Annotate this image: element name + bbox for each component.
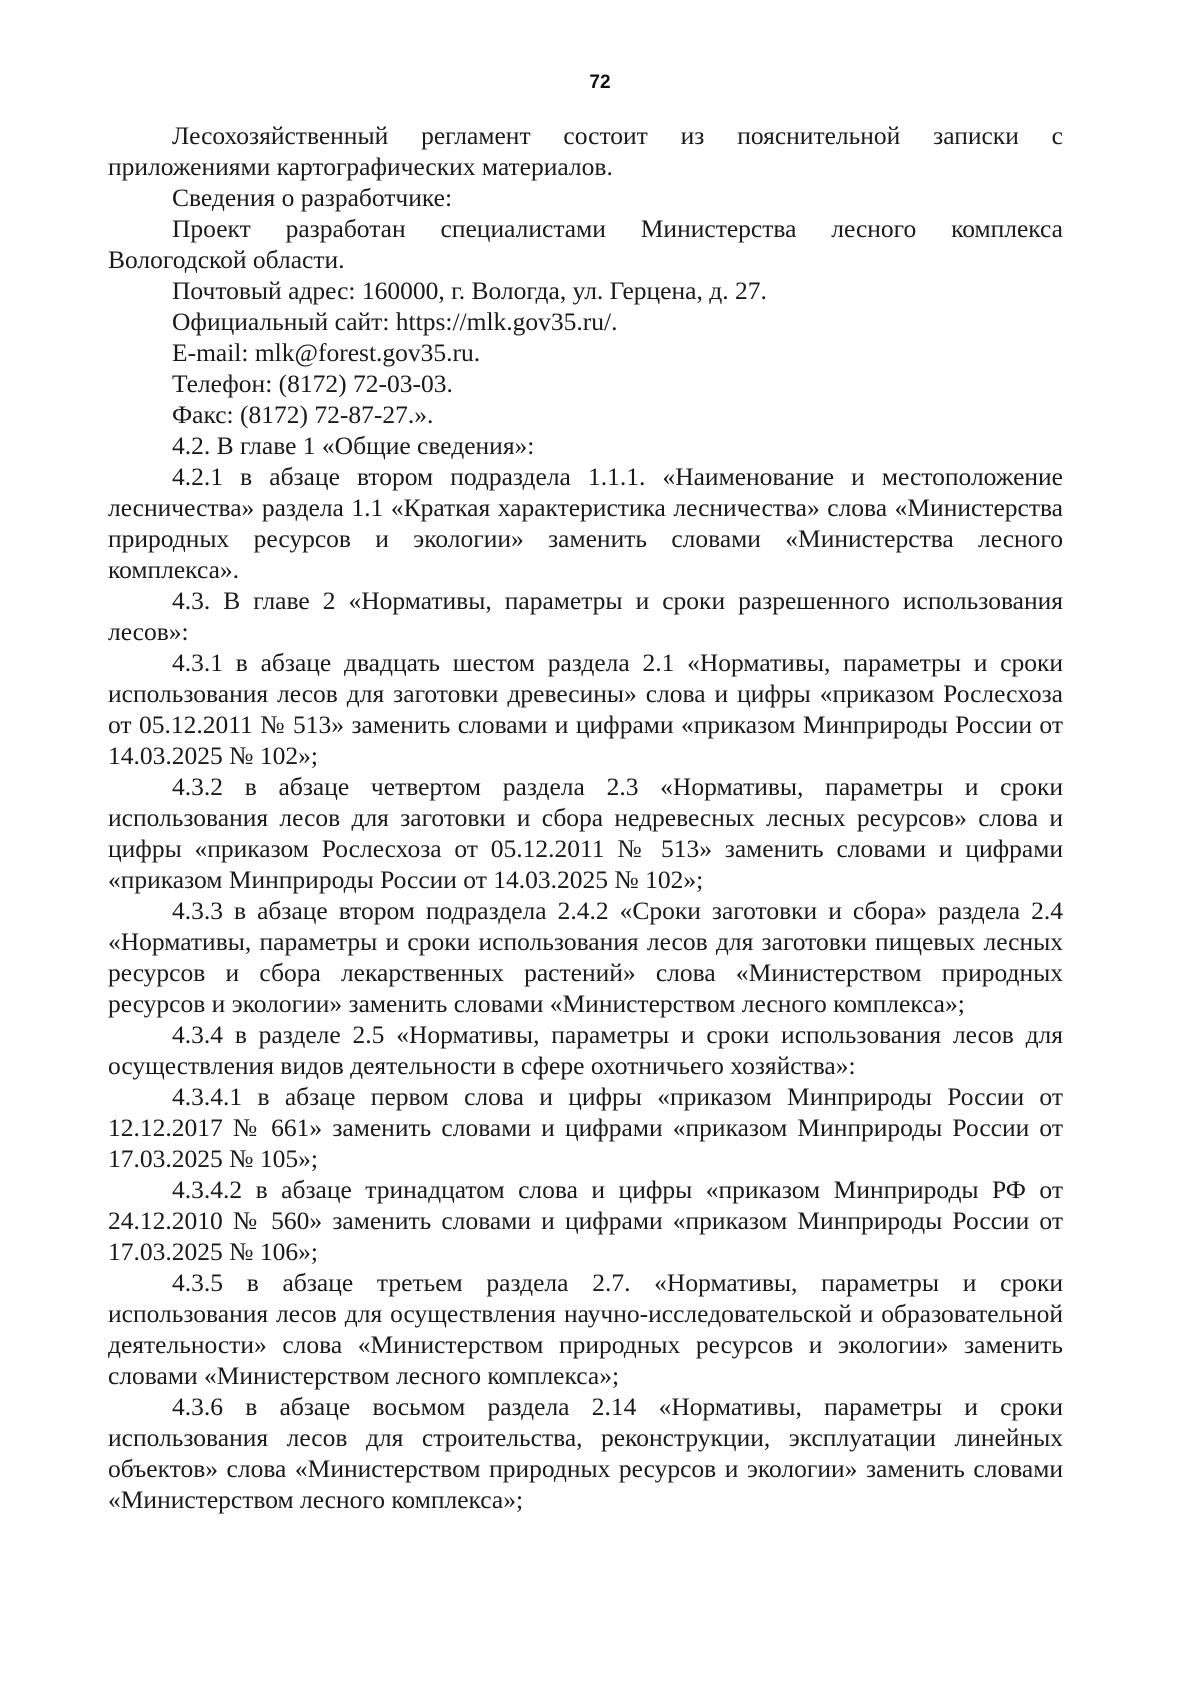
paragraph-postal-address: Почтовый адрес: 160000, г. Вологда, ул. Герцена, д. 27. (172, 276, 767, 305)
paragraph-4-3-2: 4.3.2 в абзаце четвертом раздела 2.3 «Нормативы, параметры и сроки использования лесов для заготовки и сбора недревесных лесных ресурсов» слова и цифры «приказом Рослесхоза от 05.12.2011 № 513» заменить словами и цифрами «приказом Минприроды России от 14.03.2025 № 102»; (108, 772, 1063, 894)
paragraph-4-3-4-2: 4.3.4.2 в абзаце тринадцатом слова и цифры «приказом Минприроды РФ от 24.12.2010 № 560» заменить словами и цифрами «приказом Минприроды России от 17.03.2025 № 106»; (108, 1175, 1063, 1266)
paragraph-4-3-4-1: 4.3.4.1 в абзаце первом слова и цифры «приказом Минприроды России от 12.12.2017 № 661» заменить словами и цифрами «приказом Минприроды России от 17.03.2025 № 105»; (108, 1082, 1063, 1173)
paragraph-email: E-mail: mlk@forest.gov35.ru. (172, 338, 481, 367)
paragraph-developer: Проект разработан специалистами Министерства лесного комплекса Вологодской области. (108, 214, 1063, 274)
paragraph-phone: Телефон: (8172) 72-03-03. (172, 369, 453, 398)
paragraph-4-2: 4.2. В главе 1 «Общие сведения»: (172, 431, 535, 460)
paragraph-website: Официальный сайт: https://mlk.gov35.ru/. (172, 307, 618, 336)
paragraph-developer-heading: Сведения о разработчике: (172, 183, 453, 212)
paragraph-fax: Факс: (8172) 72-87-27.». (172, 400, 434, 429)
paragraph-4-3-1: 4.3.1 в абзаце двадцать шестом раздела 2.1 «Нормативы, параметры и сроки использования лесов для заготовки древесины» слова и цифры «приказом Рослесхоза от 05.12.2011 № 513» заменить словами и цифрами «приказом Минприроды России от 14.03.2025 № 102»; (108, 648, 1063, 770)
paragraph-regulation-structure: Лесохозяйственный регламент состоит из пояснительной записки с приложениями картографических материалов. (108, 121, 1063, 181)
document-body (108, 120, 1063, 1515)
paragraph-4-3-5: 4.3.5 в абзаце третьем раздела 2.7. «Нормативы, параметры и сроки использования лесов для осуществления научно-исследовательской и образовательной деятельности» слова «Министерством природных ресурсов и экологии» заменить словами «Министерством лесного комплекса»; (108, 1268, 1063, 1390)
paragraph-4-3-3: 4.3.3 в абзаце втором подраздела 2.4.2 «Сроки заготовки и сбора» раздела 2.4 «Нормативы, параметры и сроки использования лесов для заготовки пищевых лесных ресурсов и сбора лекарственных растений» слова «Министерством природных ресурсов и экологии» заменить словами «Министерством лесного комплекса»; (108, 896, 1063, 1018)
paragraph-4-3-6: 4.3.6 в абзаце восьмом раздела 2.14 «Нормативы, параметры и сроки использования лесов для строительства, реконструкции, эксплуатации линейных объектов» слова «Министерством природных ресурсов и экологии» заменить словами «Министерством лесного комплекса»; (108, 1392, 1063, 1514)
paragraph-4-2-1: 4.2.1 в абзаце втором подраздела 1.1.1. «Наименование и местоположение лесничества» раздела 1.1 «Краткая характеристика лесничества» слова «Министерства природных ресурсов и экологии» заменить словами «Министерства лесного комплекса». (108, 462, 1063, 584)
page-number: 72 (589, 72, 611, 93)
paragraph-4-3-4: 4.3.4 в разделе 2.5 «Нормативы, параметры и сроки использования лесов для осуществления видов деятельности в сфере охотничьего хозяйства»: (108, 1020, 1063, 1080)
paragraph-4-3: 4.3. В главе 2 «Нормативы, параметры и сроки разрешенного использования лесов»: (108, 586, 1063, 646)
